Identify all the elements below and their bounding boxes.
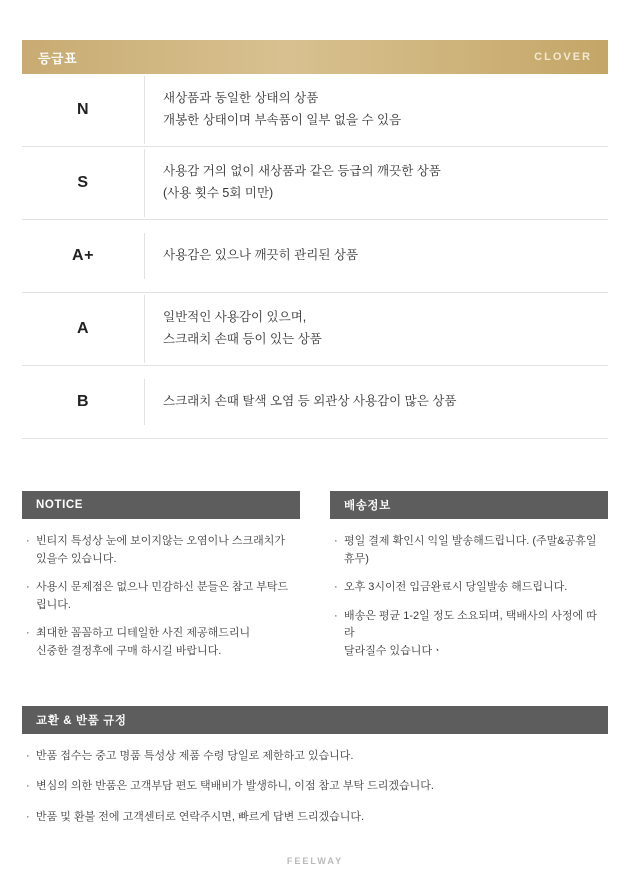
list-item bbox=[26, 809, 604, 827]
list-item-text bbox=[36, 533, 296, 568]
list-item bbox=[334, 533, 604, 568]
grade-description-line: 개봉한 상태이며 부속품이 일부 없을 수 있음 bbox=[163, 113, 402, 127]
notice-body bbox=[22, 519, 300, 676]
notice-section bbox=[22, 491, 300, 676]
table-row bbox=[22, 74, 608, 147]
grade-description-line: 사용감은 있으나 깨끗히 관리된 상품 bbox=[163, 248, 359, 263]
list-item bbox=[334, 579, 604, 597]
list-item-text: 반품 접수는 중고 명품 특성상 제품 수령 당일로 제한하고 있습니다. bbox=[36, 749, 354, 762]
grade-table-header bbox=[22, 40, 608, 74]
page-container bbox=[0, 40, 630, 880]
shipping-body bbox=[330, 519, 608, 676]
bullet-icon: · bbox=[26, 780, 30, 793]
table-row bbox=[22, 220, 608, 293]
grade-label: N bbox=[76, 101, 90, 118]
list-item-main: 최대한 꼼꼼하고 디테일한 사진 제공해드리니 bbox=[36, 627, 251, 640]
grade-description bbox=[144, 149, 608, 217]
list-item-text bbox=[36, 579, 296, 614]
bullet-icon: · bbox=[26, 810, 30, 823]
bullet-icon: · bbox=[334, 609, 338, 622]
bullet-icon: · bbox=[26, 581, 30, 594]
grade-description-line: 스크래치 손때 등이 있는 상품 bbox=[163, 332, 322, 346]
list-item-text bbox=[344, 608, 604, 661]
table-row bbox=[22, 366, 608, 439]
brand-label: CLOVER bbox=[534, 51, 592, 63]
grade-table-title: 등급표 bbox=[38, 50, 78, 66]
table-row bbox=[22, 147, 608, 220]
grade-description bbox=[144, 295, 608, 363]
bullet-icon: · bbox=[26, 535, 30, 547]
notice-title: NOTICE bbox=[22, 491, 300, 519]
list-item-main: 배송은 평균 1-2일 정도 소요되며, 택배사의 사정에 따라 bbox=[344, 609, 597, 640]
list-item-main: 사용시 문제점은 없으나 민감하신 분들은 참고 부탁드립니다. bbox=[36, 581, 289, 611]
grade-label: A+ bbox=[72, 247, 94, 264]
list-item-sub: 달라질수 있습니다ㆍ bbox=[344, 644, 443, 657]
shipping-title: 배송정보 bbox=[330, 491, 608, 519]
bullet-icon: · bbox=[26, 749, 30, 762]
grade-description-line: 스크래치 손때 탈색 오염 등 외관상 사용감이 많은 상품 bbox=[163, 394, 457, 409]
list-item bbox=[26, 579, 296, 614]
list-item-text bbox=[36, 625, 296, 660]
footer-logo: FEELWAY bbox=[286, 856, 344, 866]
grade-label: S bbox=[77, 174, 89, 191]
grade-description-line: 일반적인 사용감이 있으며, bbox=[163, 310, 307, 325]
grade-description bbox=[144, 76, 608, 144]
grade-description-line: 사용감 거의 없이 새상품과 같은 등급의 깨끗한 상품 bbox=[163, 164, 441, 179]
list-item bbox=[334, 608, 604, 661]
bullet-icon: · bbox=[26, 627, 30, 640]
list-item bbox=[26, 778, 604, 796]
bullet-icon: · bbox=[334, 535, 338, 547]
list-item-text: 변심의 의한 반품은 고객부담 편도 택배비가 발생하니, 이점 참고 부탁 드리겠습니다. bbox=[36, 780, 434, 793]
grade-label: B bbox=[76, 393, 90, 410]
grade-description bbox=[144, 379, 608, 425]
exchange-title: 교환 & 반품 규정 bbox=[22, 706, 608, 734]
table-row bbox=[22, 293, 608, 366]
list-item-sub: 있을수 있습니다. bbox=[36, 552, 117, 565]
info-columns bbox=[22, 491, 608, 676]
list-item bbox=[26, 748, 604, 766]
list-item bbox=[26, 625, 296, 660]
list-item bbox=[26, 533, 296, 568]
list-item-main: 오후 3시이전 입금완료시 당일발송 해드립니다. bbox=[344, 581, 568, 594]
grade-description bbox=[144, 233, 608, 279]
list-item-main: 빈티지 특성상 눈에 보이지않는 오염이나 스크래치가 bbox=[36, 535, 286, 547]
list-item-text bbox=[344, 579, 604, 597]
list-item-text bbox=[344, 533, 604, 568]
exchange-section bbox=[22, 706, 608, 827]
shipping-section bbox=[330, 491, 608, 676]
list-item-text: 반품 및 환불 전에 고객센터로 연락주시면, 빠르게 답변 드리겠습니다. bbox=[36, 810, 365, 823]
grade-description-line: 새상품과 동일한 상태의 상품 bbox=[163, 91, 319, 106]
exchange-body bbox=[22, 734, 608, 827]
bullet-icon: · bbox=[334, 581, 338, 594]
grade-description-line: (사용 횟수 5회 미만) bbox=[163, 186, 274, 200]
list-item-main: 평일 결제 확인시 익일 발송해드립니다. (주말&공휴일 휴무) bbox=[344, 535, 597, 565]
list-item-sub: 신중한 결정후에 구매 하시길 바랍니다. bbox=[36, 644, 222, 657]
grade-label: A bbox=[76, 320, 90, 337]
